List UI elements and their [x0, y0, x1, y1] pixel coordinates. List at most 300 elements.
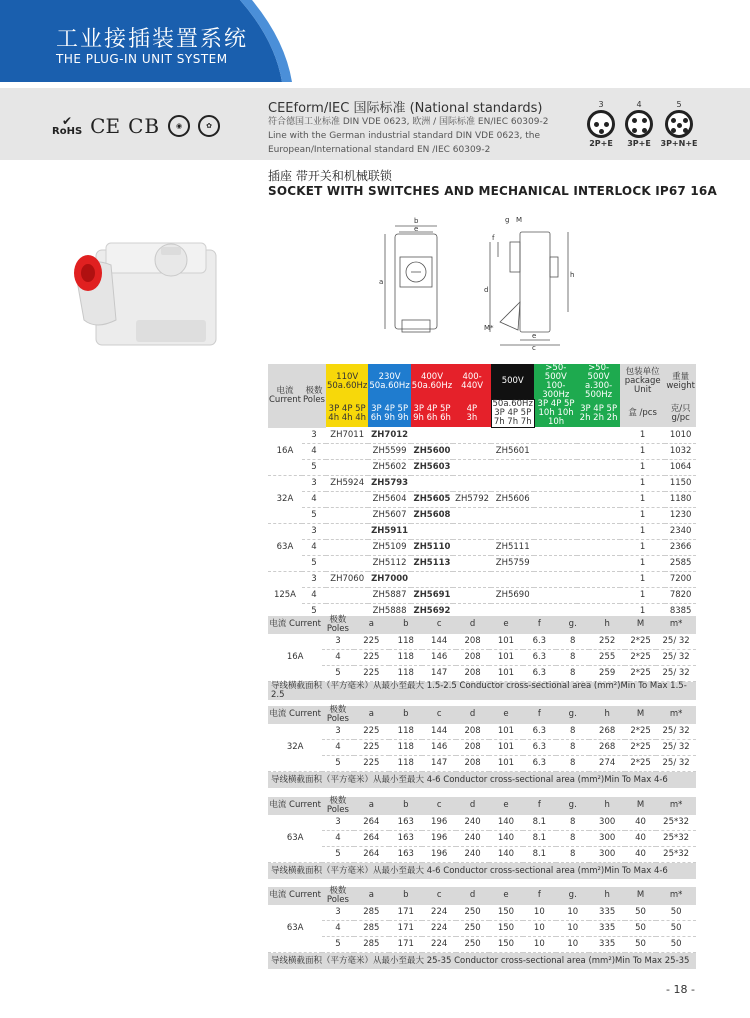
dim-cell-e: 101 — [489, 650, 522, 666]
dim-cell-a: 225 — [354, 666, 389, 682]
dim-cell-m: 25*32 — [656, 831, 696, 847]
dim-cell-M: 2*25 — [625, 756, 656, 772]
poles-cell: 4 — [302, 588, 326, 604]
dim-poles-cell: 3 — [322, 815, 353, 831]
dim-header-a: a — [354, 887, 389, 905]
dim-header-g: g. — [556, 706, 589, 724]
empty-cell — [577, 556, 620, 572]
dim-cell-e: 140 — [489, 847, 522, 863]
dim-header-M: M — [625, 616, 656, 634]
dimension-table — [268, 887, 696, 969]
dim-cell-h: 300 — [589, 831, 624, 847]
pkg-cell: 1 — [620, 588, 665, 604]
dim-cell-f: 6.3 — [523, 650, 556, 666]
dim-cell-M: 50 — [625, 937, 656, 953]
dim-cell-M: 2*25 — [625, 650, 656, 666]
v230-cell: ZH5887 — [368, 588, 410, 604]
dim-cell-d: 208 — [456, 724, 489, 740]
dim-cell-a: 264 — [354, 815, 389, 831]
empty-cell — [577, 524, 620, 540]
v110-cell — [326, 588, 368, 604]
dim-header-f: f — [523, 887, 556, 905]
v110-cell: ZH7011 — [326, 428, 368, 444]
v500-cell: ZH5111 — [491, 540, 534, 556]
dim-header-c: c — [422, 616, 455, 634]
dim-cell-h: 335 — [589, 905, 624, 921]
wt-cell: 2340 — [665, 524, 696, 540]
dim-cell-e: 101 — [489, 634, 522, 650]
voltage-110-header: 110V 50a.60Hz — [326, 364, 368, 400]
pin-num: 3 — [598, 100, 604, 109]
dim-cell-b: 171 — [389, 937, 422, 953]
v400-cell: ZH5605 — [411, 492, 453, 508]
v500-cell: ZH5690 — [491, 588, 534, 604]
conductor-footer: 导线横截面积（平方毫米）从最小至最大 4-6 Conductor cross-sectional area (mm²)Min To Max 4-6 — [268, 772, 696, 788]
dim-header-f: f — [523, 797, 556, 815]
v440-cell — [453, 540, 491, 556]
poles-cell: 3 — [302, 572, 326, 588]
v110-cell: ZH5924 — [326, 476, 368, 492]
poles-500: 50a.60Hz 3P 4P 5P 7h 7h 7h — [492, 399, 533, 428]
table-row — [268, 524, 696, 540]
dim-cell-e: 101 — [489, 724, 522, 740]
dim-header-m: m* — [656, 797, 696, 815]
dim-cell-M: 2*25 — [625, 666, 656, 682]
dim-cell-f: 6.3 — [523, 740, 556, 756]
dim-cell-M: 40 — [625, 831, 656, 847]
dim-header-h: h — [589, 797, 624, 815]
dim-cell-m: 25/ 32 — [656, 666, 696, 682]
dim-header-e: e — [489, 887, 522, 905]
dim-cell-c: 147 — [422, 756, 455, 772]
table-subheader-row — [268, 400, 696, 428]
plug-face-icon — [665, 110, 693, 138]
v400-cell: ZH5113 — [411, 556, 453, 572]
v500-cell — [491, 428, 534, 444]
poles-110: 3P 4P 5P 4h 4h 4h — [326, 400, 368, 428]
v400-cell: ZH5692 — [411, 604, 453, 620]
dim-header-M: M — [625, 797, 656, 815]
dim-cell-d: 208 — [456, 740, 489, 756]
dim-cell-h: 268 — [589, 740, 624, 756]
page-number: - 18 - — [666, 983, 695, 996]
dim-cell-d: 250 — [456, 905, 489, 921]
wt-cell: 2585 — [665, 556, 696, 572]
dim-header-c: c — [422, 887, 455, 905]
voltage-400-header: 400V 50a.60Hz — [411, 364, 453, 400]
dim-cell-c: 196 — [422, 847, 455, 863]
v400-cell — [411, 476, 453, 492]
wt-cell: 1150 — [665, 476, 696, 492]
seal-icon: ✿ — [198, 115, 220, 137]
dim-cell-e: 140 — [489, 815, 522, 831]
cb-icon: CB — [128, 114, 161, 138]
table-row — [268, 572, 696, 588]
plug-face-icon — [587, 110, 615, 138]
dim-label-m: M* — [484, 324, 494, 332]
dim-current-header: 电流 Current — [268, 797, 322, 815]
dim-current-header: 电流 Current — [268, 706, 322, 724]
v400-cell — [411, 428, 453, 444]
current-cell: 125A — [268, 572, 302, 620]
dim-label-e2: e — [532, 332, 537, 340]
dim-cell-h: 300 — [589, 815, 624, 831]
wt-cell: 1180 — [665, 492, 696, 508]
header-title-cn: 工业接插装置系统 — [56, 27, 249, 52]
dim-label-d: d — [484, 286, 489, 294]
dim-cell-b: 163 — [389, 847, 422, 863]
v230-cell: ZH5602 — [368, 460, 410, 476]
dim-cell-m: 25*32 — [656, 847, 696, 863]
v440-cell — [453, 460, 491, 476]
dim-cell-M: 50 — [625, 921, 656, 937]
empty-cell — [577, 476, 620, 492]
standards-line-1: 符合德国工业标准 DIN VDE 0623, 欧洲 / 国际标准 EN/IEC 60309-2 — [268, 117, 549, 127]
dim-current-cell: 16A — [268, 634, 322, 682]
ce-icon: CE — [90, 114, 121, 138]
poles-cell: 4 — [302, 540, 326, 556]
pkg-cell: 1 — [620, 492, 665, 508]
dim-header-a: a — [354, 616, 389, 634]
table-row — [268, 556, 696, 572]
dim-cell-a: 264 — [354, 847, 389, 863]
dim-cell-f: 6.3 — [523, 634, 556, 650]
dim-header-g: g. — [556, 797, 589, 815]
dimension-table — [268, 797, 696, 879]
dim-poles-cell: 4 — [322, 740, 353, 756]
dim-header-e: e — [489, 706, 522, 724]
dim-cell-g: 8 — [556, 815, 589, 831]
dim-cell-b: 118 — [389, 634, 422, 650]
dim-header-h: h — [589, 887, 624, 905]
dim-cell-d: 240 — [456, 815, 489, 831]
dim-cell-d: 208 — [456, 650, 489, 666]
v440-cell — [453, 476, 491, 492]
v110-cell — [326, 556, 368, 572]
dim-header-m: m* — [656, 706, 696, 724]
v500-cell — [491, 572, 534, 588]
empty-cell — [534, 572, 577, 588]
dim-header-e: e — [489, 616, 522, 634]
standards-line-2: Line with the German industrial standard DIN VDE 0623, the — [268, 131, 541, 141]
poles-cell: 3 — [302, 476, 326, 492]
v400-cell: ZH5600 — [411, 444, 453, 460]
dim-cell-g: 8 — [556, 724, 589, 740]
dim-current-header: 电流 Current — [268, 887, 322, 905]
dim-poles-cell: 4 — [322, 650, 353, 666]
conductor-footer: 导线横截面积（平方毫米）从最小至最大 25-35 Conductor cross-sectional area (mm²)Min To Max 25-35 — [268, 953, 696, 969]
dim-current-header: 电流 Current — [268, 616, 322, 634]
empty-cell — [577, 428, 620, 444]
dim-cell-h: 268 — [589, 724, 624, 740]
empty-cell — [534, 492, 577, 508]
v400-cell — [411, 572, 453, 588]
dim-cell-m: 50 — [656, 905, 696, 921]
empty-cell — [534, 524, 577, 540]
dim-cell-h: 259 — [589, 666, 624, 682]
dim-cell-c: 224 — [422, 937, 455, 953]
dim-cell-m: 25*32 — [656, 815, 696, 831]
dim-label-g: g — [505, 216, 510, 224]
wt-cell: 1230 — [665, 508, 696, 524]
dim-cell-m: 25/ 32 — [656, 756, 696, 772]
dim-cell-h: 252 — [589, 634, 624, 650]
dim-label-h: h — [570, 271, 575, 279]
dim-label-f: f — [492, 234, 495, 242]
package-header: 包装单位 package Unit — [620, 364, 665, 400]
dim-cell-g: 8 — [556, 831, 589, 847]
dim-header-b: b — [389, 887, 422, 905]
dim-current-cell: 63A — [268, 905, 322, 953]
dim-poles-cell: 5 — [322, 666, 353, 682]
dim-cell-g: 8 — [556, 756, 589, 772]
certification-logos — [52, 114, 220, 138]
pkg-cell: 1 — [620, 476, 665, 492]
dim-cell-c: 196 — [422, 815, 455, 831]
dim-header-d: d — [456, 797, 489, 815]
dim-cell-h: 300 — [589, 847, 624, 863]
dimension-header-row — [268, 797, 696, 815]
dim-cell-g: 8 — [556, 847, 589, 863]
conductor-footer: 导线横截面积（平方毫米）从最小至最大 4-6 Conductor cross-sectional area (mm²)Min To Max 4-6 — [268, 863, 696, 879]
dim-header-c: c — [422, 797, 455, 815]
dim-header-m: m* — [656, 887, 696, 905]
wt-cell: 7820 — [665, 588, 696, 604]
v440-cell — [453, 428, 491, 444]
dim-cell-f: 10 — [523, 937, 556, 953]
v440-cell — [453, 572, 491, 588]
v230-cell: ZH5604 — [368, 492, 410, 508]
dim-cell-M: 40 — [625, 815, 656, 831]
standards-line-3: European/International standard EN /IEC 60309-2 — [268, 145, 491, 155]
dimension-header-row — [268, 706, 696, 724]
dim-header-g: g. — [556, 887, 589, 905]
wt-cell: 1010 — [665, 428, 696, 444]
dim-current-cell: 32A — [268, 724, 322, 772]
dimension-row — [268, 921, 696, 937]
v500-cell — [491, 508, 534, 524]
empty-cell — [577, 540, 620, 556]
dimension-row — [268, 847, 696, 863]
poles-cell: 4 — [302, 492, 326, 508]
dim-cell-e: 150 — [489, 905, 522, 921]
empty-cell — [534, 556, 577, 572]
v230-cell: ZH5607 — [368, 508, 410, 524]
dim-cell-e: 101 — [489, 756, 522, 772]
dim-header-m: m* — [656, 616, 696, 634]
dim-label-a: a — [379, 278, 384, 286]
dim-cell-e: 101 — [489, 666, 522, 682]
v440-cell: ZH5792 — [453, 492, 491, 508]
dim-cell-a: 285 — [354, 905, 389, 921]
empty-cell — [534, 428, 577, 444]
dim-cell-c: 224 — [422, 921, 455, 937]
pin-config-4 — [621, 100, 657, 148]
table-row — [268, 540, 696, 556]
dim-cell-a: 285 — [354, 937, 389, 953]
dimension-header-row — [268, 887, 696, 905]
table-row — [268, 508, 696, 524]
v230-cell: ZH5793 — [368, 476, 410, 492]
poles-cell: 5 — [302, 556, 326, 572]
header-banner — [0, 0, 750, 82]
empty-cell — [577, 444, 620, 460]
dim-cell-c: 147 — [422, 666, 455, 682]
dim-header-d: d — [456, 706, 489, 724]
v110-cell — [326, 508, 368, 524]
dim-cell-d: 208 — [456, 756, 489, 772]
dim-cell-b: 118 — [389, 756, 422, 772]
pkg-cell: 1 — [620, 444, 665, 460]
v500-cell: ZH5601 — [491, 444, 534, 460]
current-header: 电流 Current — [268, 364, 302, 428]
pin-config-3 — [583, 100, 619, 148]
v230-cell: ZH5911 — [368, 524, 410, 540]
empty-cell — [577, 508, 620, 524]
dimension-row — [268, 905, 696, 921]
dim-cell-a: 225 — [354, 650, 389, 666]
poles-cell: 4 — [302, 444, 326, 460]
pkg-cell: 1 — [620, 572, 665, 588]
empty-cell — [534, 476, 577, 492]
v230-cell: ZH7000 — [368, 572, 410, 588]
wt-cell: 1064 — [665, 460, 696, 476]
dim-cell-c: 196 — [422, 831, 455, 847]
wt-cell: 2366 — [665, 540, 696, 556]
pin-label: 3P+N+E — [660, 139, 698, 148]
poles-cell: 5 — [302, 604, 326, 620]
dimension-row — [268, 937, 696, 953]
conductor-footer-row — [268, 863, 696, 879]
product-title-en: SOCKET WITH SWITCHES AND MECHANICAL INTERLOCK IP67 16A — [268, 184, 717, 198]
voltage-440-header: 400-440V — [453, 364, 491, 400]
dim-poles-cell: 4 — [322, 921, 353, 937]
dimension-header-row — [268, 616, 696, 634]
v230-cell: ZH5112 — [368, 556, 410, 572]
dim-poles-cell: 5 — [322, 756, 353, 772]
wt-cell: 8385 — [665, 604, 696, 620]
dim-header-f: f — [523, 616, 556, 634]
dim-header-h: h — [589, 706, 624, 724]
poles-50-500b: 3P 4P 5P 2h 2h 2h — [577, 400, 620, 428]
product-photo — [66, 225, 226, 355]
dimension-row — [268, 650, 696, 666]
dim-cell-h: 255 — [589, 650, 624, 666]
v110-cell: ZH7060 — [326, 572, 368, 588]
dim-cell-g: 10 — [556, 921, 589, 937]
product-title-cn: 插座 带开关和机械联锁 — [268, 169, 392, 183]
current-cell: 32A — [268, 476, 302, 524]
rohs-icon: ✔ RoHS — [52, 114, 83, 137]
dim-cell-M: 2*25 — [625, 724, 656, 740]
v400-cell: ZH5691 — [411, 588, 453, 604]
weight-header: 重量 weight — [665, 364, 696, 400]
dim-header-a: a — [354, 706, 389, 724]
conductor-footer-row — [268, 772, 696, 788]
poles-cell: 3 — [302, 428, 326, 444]
dim-cell-M: 2*25 — [625, 634, 656, 650]
poles-cell: 5 — [302, 508, 326, 524]
pin-configurations — [583, 100, 698, 156]
dim-cell-d: 208 — [456, 634, 489, 650]
dimension-row — [268, 815, 696, 831]
v400-cell: ZH5608 — [411, 508, 453, 524]
dim-poles-header: 极数 Poles — [322, 706, 353, 724]
empty-cell — [577, 572, 620, 588]
table-row — [268, 428, 696, 444]
dim-cell-d: 240 — [456, 847, 489, 863]
empty-cell — [534, 588, 577, 604]
voltage-50-500b-header: >50-500V a.300-500Hz — [577, 364, 620, 400]
dim-header-b: b — [389, 706, 422, 724]
conductor-footer: 导线横截面积（平方毫米）从最小至最大 1.5-2.5 Conductor cross-sectional area (mm²)Min To Max 1.5-2.5 — [268, 682, 696, 700]
dim-cell-b: 171 — [389, 921, 422, 937]
poles-cell: 5 — [302, 460, 326, 476]
poles-header: 极数 Poles — [302, 364, 326, 428]
dim-cell-a: 264 — [354, 831, 389, 847]
dim-cell-e: 101 — [489, 740, 522, 756]
dimension-table — [268, 706, 696, 788]
dim-cell-h: 335 — [589, 937, 624, 953]
dim-cell-m: 25/ 32 — [656, 740, 696, 756]
v440-cell — [453, 508, 491, 524]
dim-cell-c: 144 — [422, 634, 455, 650]
dimension-row — [268, 634, 696, 650]
pkg-cell: 1 — [620, 524, 665, 540]
v440-cell — [453, 444, 491, 460]
v110-cell — [326, 524, 368, 540]
dim-header-h: h — [589, 616, 624, 634]
pin-num: 4 — [636, 100, 642, 109]
dim-cell-h: 335 — [589, 921, 624, 937]
dim-cell-f: 6.3 — [523, 666, 556, 682]
dim-cell-m: 25/ 32 — [656, 724, 696, 740]
rohs-label: RoHS — [52, 126, 83, 137]
dim-current-cell: 63A — [268, 815, 322, 863]
wt-cell: 7200 — [665, 572, 696, 588]
dim-label-e: e — [414, 225, 419, 233]
dim-cell-a: 225 — [354, 634, 389, 650]
standards-title: CEEform/IEC 国际标准 (National standards) — [268, 101, 543, 116]
dim-cell-M: 40 — [625, 847, 656, 863]
dim-cell-c: 144 — [422, 724, 455, 740]
dim-cell-e: 140 — [489, 831, 522, 847]
pin-config-5 — [659, 100, 699, 148]
dim-poles-cell: 3 — [322, 905, 353, 921]
empty-cell — [534, 444, 577, 460]
plug-face-icon — [625, 110, 653, 138]
empty-cell — [577, 588, 620, 604]
dim-cell-b: 118 — [389, 724, 422, 740]
dim-cell-b: 171 — [389, 905, 422, 921]
dim-cell-b: 118 — [389, 666, 422, 682]
current-cell: 63A — [268, 524, 302, 572]
voltage-500-header: 500V — [491, 364, 534, 400]
dim-cell-h: 274 — [589, 756, 624, 772]
dim-cell-M: 2*25 — [625, 740, 656, 756]
pin-label: 2P+E — [589, 139, 613, 148]
dim-label-c: c — [532, 344, 536, 352]
table-row — [268, 588, 696, 604]
pkg-cell: 1 — [620, 540, 665, 556]
package-unit: 盒 /pcs — [620, 400, 665, 428]
dim-header-c: c — [422, 706, 455, 724]
dim-poles-cell: 4 — [322, 831, 353, 847]
dim-poles-header: 极数 Poles — [322, 887, 353, 905]
dim-cell-b: 118 — [389, 650, 422, 666]
poles-440: 4P 3h — [453, 400, 491, 428]
dim-cell-f: 10 — [523, 921, 556, 937]
